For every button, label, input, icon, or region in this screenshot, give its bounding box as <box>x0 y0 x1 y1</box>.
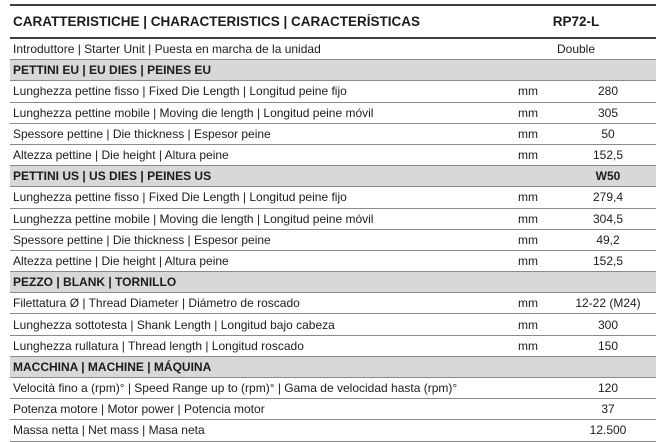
table-row <box>10 230 656 251</box>
value-cell: 150 <box>597 338 619 353</box>
table-row <box>10 336 656 357</box>
value-cell: 304,5 <box>592 211 624 226</box>
spec-table-body <box>10 39 656 442</box>
section-row <box>10 166 656 187</box>
table-row <box>10 81 656 102</box>
value-cell: 300 <box>597 317 619 332</box>
row-label: Velocità fino a (rpm)° | Speed Range up to (rpm)° | Gama de velocidad hasta (rpm)° <box>13 381 458 396</box>
row-label: PETTINI US | US DIES | PEINES US <box>13 169 212 184</box>
value-cell: 279,4 <box>592 190 624 205</box>
table-row <box>10 145 656 166</box>
value-cell: 120 <box>597 381 619 396</box>
row-label: Filettatura Ø | Thread Diameter | Diámetro de roscado <box>13 296 300 311</box>
table-row <box>10 209 656 230</box>
table-row <box>10 420 656 441</box>
row-label: Potenza motore | Motor power | Potencia motor <box>13 402 265 417</box>
value-cell: 152,5 <box>592 253 624 268</box>
table-row <box>10 124 656 145</box>
section-row <box>10 357 656 378</box>
unit-cell: mm <box>518 84 538 99</box>
table-row <box>10 399 656 420</box>
spec-table <box>10 4 656 442</box>
value-cell: 12.500 <box>589 423 627 438</box>
table-row <box>10 293 656 314</box>
section-row <box>10 60 656 81</box>
row-label: Altezza pettine | Die height | Altura peine <box>13 253 229 268</box>
row-label: Introduttore | Starter Unit | Puesta en marcha de la unidad <box>13 42 321 57</box>
unit-cell: mm <box>518 232 538 247</box>
unit-cell: mm <box>518 211 538 226</box>
unit-cell: mm <box>518 253 538 268</box>
value-cell: 50 <box>601 126 615 141</box>
unit-cell: mm <box>518 338 538 353</box>
table-header-row <box>10 4 656 39</box>
value-cell: 305 <box>597 105 619 120</box>
value-cell: 152,5 <box>592 148 624 163</box>
value-cell: W50 <box>595 169 621 184</box>
unit-cell: mm <box>518 190 538 205</box>
unit-cell: mm <box>518 317 538 332</box>
row-label: Lunghezza sottotesta | Shank Length | Longitud bajo cabeza <box>13 317 335 332</box>
row-label: Massa netta | Net mass | Masa neta <box>13 423 205 438</box>
row-label: PEZZO | BLANK | TORNILLO <box>13 275 177 290</box>
value-cell: 49,2 <box>596 232 620 247</box>
value-cell: 280 <box>597 84 619 99</box>
table-row <box>10 103 656 124</box>
unit-cell: mm <box>518 296 538 311</box>
table-row <box>10 187 656 208</box>
unit-cell: mm <box>518 126 538 141</box>
section-row <box>10 272 656 293</box>
row-label: Lunghezza rullatura | Thread length | Longitud roscado <box>13 338 304 353</box>
table-row <box>10 378 656 399</box>
table-row <box>10 251 656 272</box>
value-cell: 12-22 (M24) <box>575 296 641 311</box>
row-label: Spessore pettine | Die thickness | Espesor peine <box>13 126 271 141</box>
table-row <box>10 314 656 335</box>
row-label: Lunghezza pettine mobile | Moving die length | Longitud peine móvil <box>13 105 374 120</box>
row-label: Altezza pettine | Die height | Altura peine <box>13 148 229 163</box>
table-row <box>10 39 656 60</box>
row-label: MACCHINA | MACHINE | MÁQUINA <box>13 359 212 374</box>
model-name: RP72-L <box>552 14 600 29</box>
row-label: Lunghezza pettine fisso | Fixed Die Length | Longitud peine fijo <box>13 190 347 205</box>
table-title: CARATTERISTICHE | CHARACTERISTICS | CARACTERÍSTICAS <box>13 14 421 29</box>
row-label: Spessore pettine | Die thickness | Espesor peine <box>13 232 271 247</box>
unit-cell: mm <box>518 148 538 163</box>
unit-cell: mm <box>518 105 538 120</box>
row-label: Lunghezza pettine fisso | Fixed Die Length | Longitud peine fijo <box>13 84 347 99</box>
value-cell: 37 <box>601 402 615 417</box>
value-cell: Double <box>556 42 596 57</box>
row-label: PETTINI EU | EU DIES | PEINES EU <box>13 63 212 78</box>
row-label: Lunghezza pettine mobile | Moving die length | Longitud peine móvil <box>13 211 374 226</box>
